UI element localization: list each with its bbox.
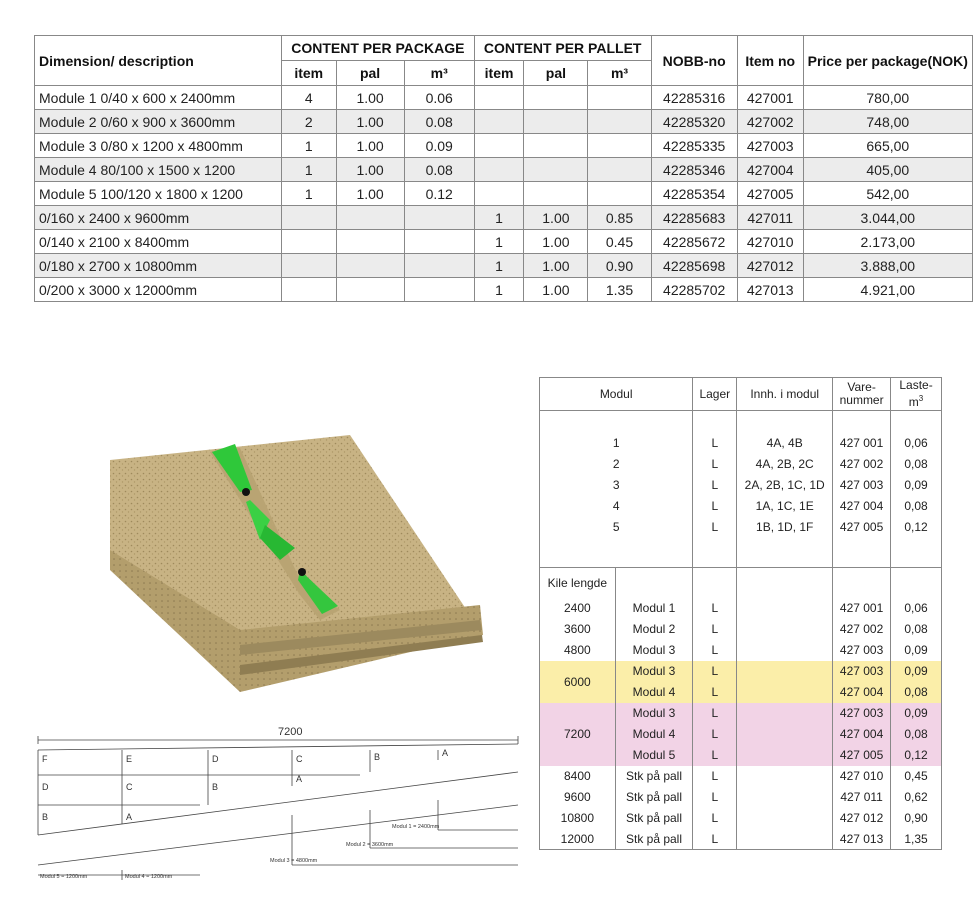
module-table <box>539 377 942 850</box>
table-cell: 427001 <box>737 86 803 110</box>
table-cell: L <box>693 454 737 475</box>
table-cell: 0,09 <box>891 703 942 724</box>
table-cell: 1.00 <box>336 158 404 182</box>
table-cell <box>588 158 651 182</box>
table-cell <box>737 724 833 745</box>
diagram-letter: B <box>374 752 381 762</box>
table-cell <box>615 568 693 598</box>
table-cell <box>336 254 404 278</box>
table-row <box>540 703 942 724</box>
table-cell: 0,08 <box>891 496 942 517</box>
table-cell: 0,08 <box>891 724 942 745</box>
table-cell: L <box>693 724 737 745</box>
table-row <box>35 110 973 134</box>
table-cell: 0.90 <box>588 254 651 278</box>
table-cell <box>404 254 474 278</box>
table-cell: 1.00 <box>336 182 404 206</box>
table-cell: 1.00 <box>524 278 588 302</box>
table-row <box>540 661 942 682</box>
table-cell: 3.044,00 <box>803 206 972 230</box>
table-cell: 42285698 <box>651 254 737 278</box>
table-cell: 0.06 <box>404 86 474 110</box>
table-cell: Modul 4 <box>615 682 693 703</box>
table-cell <box>404 206 474 230</box>
table-cell <box>336 278 404 302</box>
table-row <box>540 568 942 598</box>
table-cell: Modul 1 <box>615 598 693 619</box>
table-cell <box>737 745 833 766</box>
table-cell: 7200 <box>540 703 616 766</box>
table-cell: 1 <box>474 254 524 278</box>
table-cell: Module 4 80/100 x 1500 x 1200 <box>35 158 282 182</box>
table-cell: 427 010 <box>833 766 891 787</box>
table-cell: 0.85 <box>588 206 651 230</box>
table-row <box>35 278 973 302</box>
table-row <box>540 640 942 661</box>
table-cell: 4A, 2B, 2C <box>737 454 833 475</box>
header-price: Price per package(NOK) <box>803 36 972 86</box>
table-cell <box>540 538 693 568</box>
table-row <box>35 206 973 230</box>
diagram-letter: C <box>296 754 303 764</box>
table-cell: 748,00 <box>803 110 972 134</box>
diagram-label: Modul 3 = 4800mm <box>270 858 318 864</box>
table-cell: 427 013 <box>833 829 891 850</box>
table-cell <box>281 206 336 230</box>
table-cell: 427012 <box>737 254 803 278</box>
table-cell: 427003 <box>737 134 803 158</box>
table-cell: 0.08 <box>404 158 474 182</box>
table-row <box>540 829 942 850</box>
diagram-label: Modul 2 = 3600mm <box>346 842 394 848</box>
table-cell: Module 1 0/40 x 600 x 2400mm <box>35 86 282 110</box>
table-cell <box>588 110 651 134</box>
table-cell <box>474 134 524 158</box>
table-cell: 427 005 <box>833 745 891 766</box>
table-cell <box>524 86 588 110</box>
table-cell: L <box>693 640 737 661</box>
table-cell: L <box>693 787 737 808</box>
table-cell: 427 003 <box>833 703 891 724</box>
table-cell: L <box>693 475 737 496</box>
subheader-cell: item <box>474 61 524 86</box>
table-cell: 0/140 x 2100 x 8400mm <box>35 230 282 254</box>
table-cell: 427 003 <box>833 661 891 682</box>
diagram-letter: B <box>212 782 219 792</box>
table-cell: 1 <box>474 278 524 302</box>
table-cell: 4 <box>281 86 336 110</box>
table-cell: 2 <box>281 110 336 134</box>
table-cell: 1.00 <box>336 110 404 134</box>
table-cell <box>737 808 833 829</box>
table-cell: 42285320 <box>651 110 737 134</box>
table-cell <box>737 598 833 619</box>
table-cell: 0,62 <box>891 787 942 808</box>
table-cell: Kile lengde <box>540 568 616 598</box>
table-cell <box>891 411 942 433</box>
table-cell: 0,90 <box>891 808 942 829</box>
table-cell: 0,09 <box>891 640 942 661</box>
table-cell: Stk på pall <box>615 829 693 850</box>
table-cell: 4 <box>540 496 693 517</box>
table-cell: Module 3 0/80 x 1200 x 4800mm <box>35 134 282 158</box>
table-cell: 2 <box>540 454 693 475</box>
table-cell: Modul 3 <box>615 703 693 724</box>
insulation-wedge-illustration <box>100 430 490 700</box>
table-cell: 8400 <box>540 766 616 787</box>
table-cell <box>737 568 833 598</box>
table-cell <box>588 86 651 110</box>
table-cell <box>693 538 737 568</box>
table-cell: 4800 <box>540 640 616 661</box>
table-cell: 427 004 <box>833 496 891 517</box>
table-cell: Module 2 0/60 x 900 x 3600mm <box>35 110 282 134</box>
table-cell: 1 <box>474 230 524 254</box>
diagram-label: Modul 4 = 1200mm <box>125 874 173 880</box>
table-cell: 1.00 <box>336 86 404 110</box>
table-row <box>540 766 942 787</box>
table-cell: Stk på pall <box>615 766 693 787</box>
table-cell: 427 011 <box>833 787 891 808</box>
table-cell <box>737 619 833 640</box>
table-cell <box>588 134 651 158</box>
table-cell: 1 <box>540 433 693 454</box>
table-cell: 0.09 <box>404 134 474 158</box>
header-nobb: NOBB-no <box>651 36 737 86</box>
table-cell: 1,35 <box>891 829 942 850</box>
diagram-letter: A <box>296 774 303 784</box>
table-cell: 1 <box>281 182 336 206</box>
table-cell <box>737 661 833 682</box>
table-cell: 10800 <box>540 808 616 829</box>
table-cell <box>281 230 336 254</box>
table-cell <box>474 86 524 110</box>
table-cell: 427013 <box>737 278 803 302</box>
table-cell <box>474 158 524 182</box>
table-cell <box>737 538 833 568</box>
table-cell <box>891 538 942 568</box>
table-cell: 1.00 <box>524 254 588 278</box>
subheader-cell: m³ <box>588 61 651 86</box>
header-dimension: Dimension/ description <box>35 36 282 86</box>
table-cell: 0/200 x 3000 x 12000mm <box>35 278 282 302</box>
product-table <box>34 35 973 302</box>
table-row <box>540 411 942 433</box>
table-cell <box>737 682 833 703</box>
module-layout-diagram <box>30 720 525 885</box>
table-cell: 427 001 <box>833 598 891 619</box>
table-row <box>540 787 942 808</box>
table-row <box>540 433 942 454</box>
table-cell: 1B, 1D, 1F <box>737 517 833 538</box>
table-cell: 427011 <box>737 206 803 230</box>
diagram-letter: E <box>126 754 133 764</box>
table-cell: 1 <box>281 158 336 182</box>
table-cell <box>474 110 524 134</box>
table-cell: 427 003 <box>833 640 891 661</box>
table-cell <box>737 787 833 808</box>
table-row <box>35 134 973 158</box>
table-cell: L <box>693 766 737 787</box>
table-cell: L <box>693 829 737 850</box>
table-cell <box>524 110 588 134</box>
drain-hole-2 <box>298 568 306 576</box>
table-cell: 42285672 <box>651 230 737 254</box>
table-cell: Modul 4 <box>615 724 693 745</box>
table-cell <box>524 158 588 182</box>
table-row <box>35 182 973 206</box>
table-row <box>540 454 942 475</box>
table-cell: 542,00 <box>803 182 972 206</box>
diagram-total-length: 7200 <box>278 726 303 738</box>
diagram-letter: D <box>212 754 219 764</box>
table-cell: 42285354 <box>651 182 737 206</box>
table-cell <box>281 278 336 302</box>
table-cell: 2400 <box>540 598 616 619</box>
table-cell: 427 005 <box>833 517 891 538</box>
table-cell: L <box>693 619 737 640</box>
table-cell <box>336 206 404 230</box>
table-cell: 427 003 <box>833 475 891 496</box>
table-cell: 427005 <box>737 182 803 206</box>
header-laste: Laste- $m^3$ <box>891 378 942 411</box>
table-cell: 6000 <box>540 661 616 703</box>
table-cell: 12000 <box>540 829 616 850</box>
table-row <box>540 496 942 517</box>
table-cell <box>737 703 833 724</box>
drain-hole-1 <box>242 488 250 496</box>
table-row <box>35 230 973 254</box>
table-cell: L <box>693 745 737 766</box>
table-row <box>540 808 942 829</box>
table-cell: 42285346 <box>651 158 737 182</box>
table-cell <box>891 568 942 598</box>
header-modul: Modul <box>540 378 693 411</box>
table-cell <box>693 411 737 433</box>
table-cell <box>693 568 737 598</box>
table-cell: 42285316 <box>651 86 737 110</box>
table-cell <box>474 182 524 206</box>
table-cell <box>833 538 891 568</box>
table-row <box>540 538 942 568</box>
table-cell: L <box>693 703 737 724</box>
table-cell: 3 <box>540 475 693 496</box>
table-cell: L <box>693 496 737 517</box>
table-cell: 42285702 <box>651 278 737 302</box>
table-cell: Modul 3 <box>615 661 693 682</box>
table-cell: Modul 5 <box>615 745 693 766</box>
table-row <box>540 619 942 640</box>
table-cell: 42285335 <box>651 134 737 158</box>
table-cell <box>524 134 588 158</box>
table-cell: Stk på pall <box>615 808 693 829</box>
table-cell: 1A, 1C, 1E <box>737 496 833 517</box>
table-cell: Modul 2 <box>615 619 693 640</box>
table-cell: L <box>693 661 737 682</box>
table-cell: 405,00 <box>803 158 972 182</box>
table-cell: 1.00 <box>524 230 588 254</box>
table-cell: 0.12 <box>404 182 474 206</box>
table-cell: L <box>693 598 737 619</box>
table-cell: 1.00 <box>336 134 404 158</box>
table-cell: 3.888,00 <box>803 254 972 278</box>
table-cell: 427004 <box>737 158 803 182</box>
table-cell: 0,45 <box>891 766 942 787</box>
table-cell <box>833 568 891 598</box>
table-cell: 427 002 <box>833 619 891 640</box>
table-cell: 3600 <box>540 619 616 640</box>
table-cell: 0,06 <box>891 433 942 454</box>
table-cell <box>336 230 404 254</box>
table-cell: 4A, 4B <box>737 433 833 454</box>
diagram-letter: A <box>442 748 449 758</box>
table-cell: 2.173,00 <box>803 230 972 254</box>
header-lager: Lager <box>693 378 737 411</box>
header-item-no: Item no <box>737 36 803 86</box>
table-cell: 0,09 <box>891 661 942 682</box>
table-cell: 5 <box>540 517 693 538</box>
diagram-letter: F <box>42 754 48 764</box>
table-cell <box>737 640 833 661</box>
table-cell <box>737 766 833 787</box>
table-cell: 427010 <box>737 230 803 254</box>
diagram-label: Modul 1 = 2400mm <box>392 824 440 830</box>
table-cell: 0/180 x 2700 x 10800mm <box>35 254 282 278</box>
table-cell: Stk på pall <box>615 787 693 808</box>
table-cell: 2A, 2B, 1C, 1D <box>737 475 833 496</box>
table-row <box>35 158 973 182</box>
table-cell: 0,08 <box>891 682 942 703</box>
table-cell: 9600 <box>540 787 616 808</box>
table-cell <box>833 411 891 433</box>
table-cell: 427 012 <box>833 808 891 829</box>
diagram-letter: A <box>126 812 133 822</box>
table-cell <box>737 829 833 850</box>
table-cell: L <box>693 517 737 538</box>
header-content-pallet: CONTENT PER PALLET <box>474 36 651 61</box>
diagram-letter: D <box>42 782 49 792</box>
table-cell <box>281 254 336 278</box>
table-cell: 0/160 x 2400 x 9600mm <box>35 206 282 230</box>
table-cell: 0,12 <box>891 517 942 538</box>
table-cell <box>737 411 833 433</box>
table-cell: 1 <box>474 206 524 230</box>
table-row <box>35 86 973 110</box>
table-cell: 427 001 <box>833 433 891 454</box>
header-varenummer: Vare- nummer <box>833 378 891 411</box>
diagram-letter: C <box>126 782 133 792</box>
table-row <box>35 254 973 278</box>
table-cell <box>540 411 693 433</box>
table-cell <box>524 182 588 206</box>
header-innh: Innh. i modul <box>737 378 833 411</box>
table-cell: Modul 3 <box>615 640 693 661</box>
table-cell: 427 004 <box>833 682 891 703</box>
table-cell: 4.921,00 <box>803 278 972 302</box>
table-cell: 427 004 <box>833 724 891 745</box>
table-cell: 780,00 <box>803 86 972 110</box>
table-cell: 0,12 <box>891 745 942 766</box>
subheader-cell: item <box>281 61 336 86</box>
table-cell: 1 <box>281 134 336 158</box>
table-cell: 0.08 <box>404 110 474 134</box>
table-row <box>540 598 942 619</box>
table-cell <box>404 278 474 302</box>
table-cell: 0,08 <box>891 619 942 640</box>
table-row <box>540 475 942 496</box>
table-cell: 665,00 <box>803 134 972 158</box>
table-cell: 1.00 <box>524 206 588 230</box>
table-cell: L <box>693 682 737 703</box>
table-cell: 0.45 <box>588 230 651 254</box>
table-cell <box>588 182 651 206</box>
table-cell: 427002 <box>737 110 803 134</box>
header-content-package: CONTENT PER PACKAGE <box>281 36 474 61</box>
subheader-cell: m³ <box>404 61 474 86</box>
table-cell: 42285683 <box>651 206 737 230</box>
diagram-label: Modul 5 = 1200mm <box>40 874 88 880</box>
table-cell: 0,09 <box>891 475 942 496</box>
table-cell <box>404 230 474 254</box>
subheader-cell: pal <box>336 61 404 86</box>
table-row <box>540 517 942 538</box>
table-cell: 0,06 <box>891 598 942 619</box>
subheader-cell: pal <box>524 61 588 86</box>
table-cell: 427 002 <box>833 454 891 475</box>
table-cell: 0,08 <box>891 454 942 475</box>
table-cell: Module 5 100/120 x 1800 x 1200 <box>35 182 282 206</box>
table-cell: L <box>693 433 737 454</box>
table-cell: 1.35 <box>588 278 651 302</box>
diagram-letter: B <box>42 812 49 822</box>
table-cell: L <box>693 808 737 829</box>
